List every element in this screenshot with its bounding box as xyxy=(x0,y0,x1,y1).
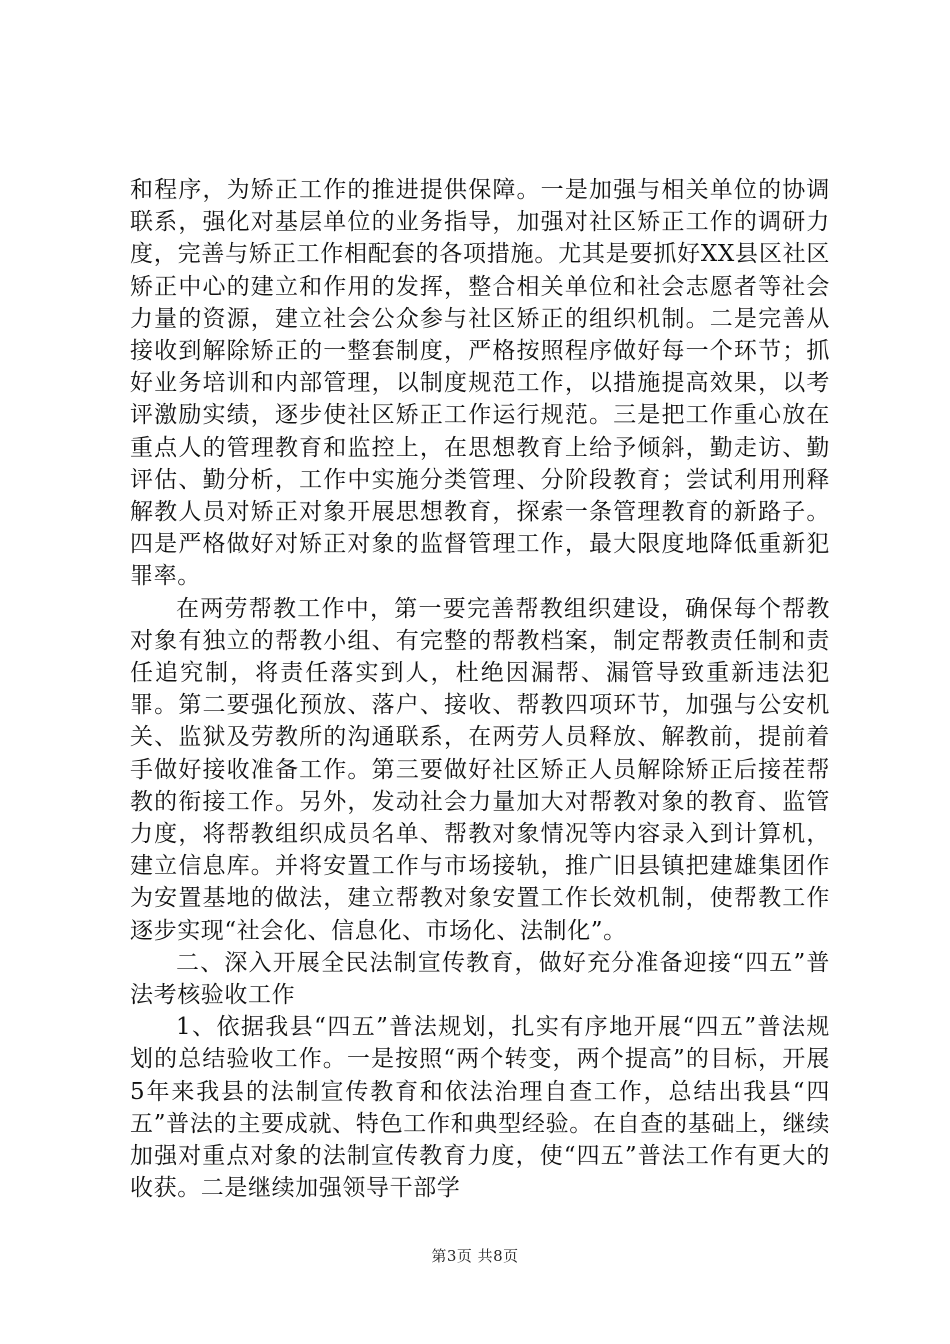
section-heading: 二、深入开展全民法制宣传教育，做好充分准备迎接“四五”普法考核验收工作 xyxy=(130,949,830,1009)
paragraph-1: 和程序，为矫正工作的推进提供保障。一是加强与相关单位的协调联系，强化对基层单位的业务指导，加强对社区矫正工作的调研力度，完善与矫正工作相配套的各项措施。尤其是要抓好XX县区社区矫正中心的建立和作用的发挥，整合相关单位和社会志愿者等社会力量的资源，建立社会公众参与社区矫正的组织机制。二是完善从接收到解除矫正的一整套制度，严格按照程序做好每一个环节；抓好业务培训和内部管理，以制度规范工作，以措施提高效果，以考评激励实绩，逐步使社区矫正工作运行规范。三是把工作重心放在重点人的管理教育和监控上，在思想教育上给予倾斜，勤走访、勤评估、勤分析，工作中实施分类管理、分阶段教育；尝试利用刑释解教人员对矫正对象开展思想教育，探索一条管理教育的新路子。四是严格做好对矫正对象的监督管理工作，最大限度地降低重新犯罪率。 xyxy=(130,177,830,590)
paragraph-2: 在两劳帮教工作中，第一要完善帮教组织建设，确保每个帮教对象有独立的帮教小组、有完整的帮教档案，制定帮教责任制和责任追究制，将责任落实到人，杜绝因漏帮、漏管导致重新违法犯罪。第二要强化预放、落户、接收、帮教四项环节，加强与公安机关、监狱及劳教所的沟通联系，在两劳人员释放、解教前，提前着手做好接收准备工作。第三要做好社区矫正人员解除矫正后接茬帮教的衔接工作。另外，发动社会力量加大对帮教对象的教育、监管力度，将帮教组织成员名单、帮教对象情况等内容录入到计算机，建立信息库。并将安置工作与市场接轨，推广旧县镇把建雄集团作为安置基地的做法，建立帮教对象安置工作长效机制，使帮教工作逐步实现“社会化、信息化、市场化、法制化”。 xyxy=(130,595,830,944)
page-number-footer: 第3页 共8页 xyxy=(431,1247,519,1265)
paragraph-3: 1、依据我县“四五”普法规划，扎实有序地开展“四五”普法规划的总结验收工作。一是按照“两个转变，两个提高”的目标，开展5年来我县的法制宣传教育和依法治理自查工作，总结出我县“四五”普法的主要成就、特色工作和典型经验。在自查的基础上，继续加强对重点对象的法制宣传教育力度，使“四五”普法工作有更大的收获。二是继续加强领导干部学 xyxy=(130,1014,830,1202)
document-body xyxy=(130,174,830,1205)
